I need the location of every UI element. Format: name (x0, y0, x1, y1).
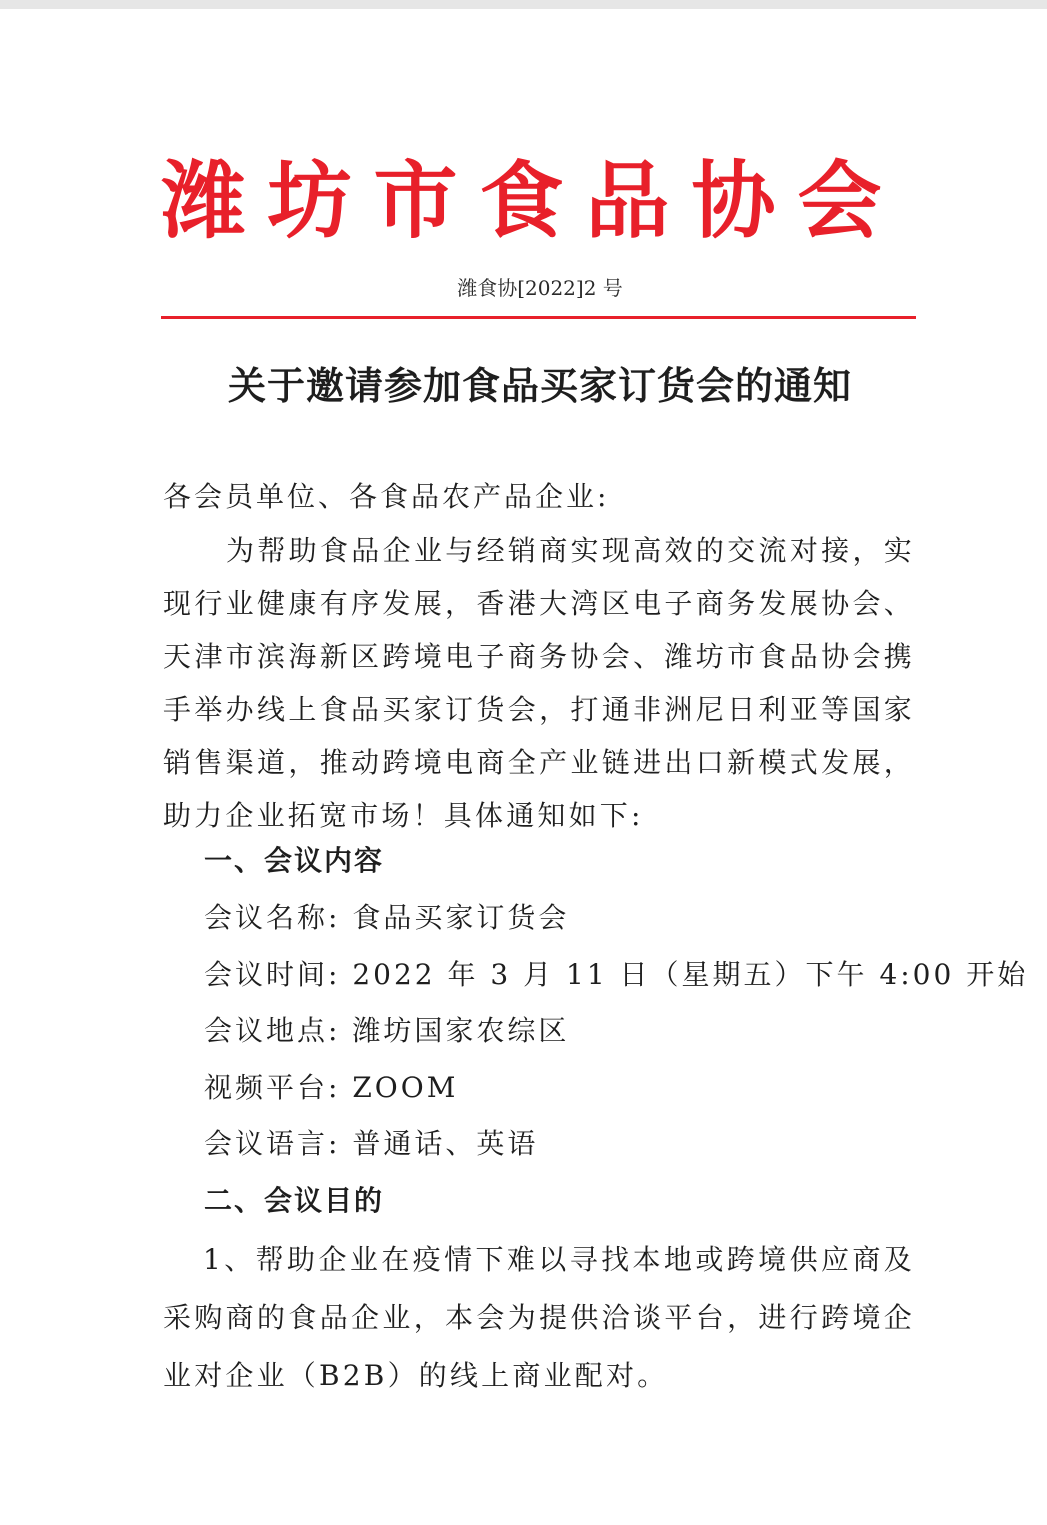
top-edge-bar (0, 0, 1047, 9)
meeting-name-item: 会议名称: 食品买家订货会 (204, 901, 570, 934)
notice-title: 关于邀请参加食品买家订货会的通知 (227, 363, 852, 408)
section-heading-meeting-content: 一、会议内容 (204, 844, 385, 877)
intro-paragraph: 为帮助食品企业与经销商实现高效的交流对接，实现行业健康有序发展，香港大湾区电子商务发展协会、天津市滨海新区跨境电子商务协会、潍坊市食品协会携手举办线上食品买家订货会，打通非洲尼日利亚等国家销售渠道，推动跨境电商全产业链进出口新模式发展，助力企业拓宽市场！具体通知如下: (163, 534, 915, 832)
section-heading-meeting-purpose: 二、会议目的 (204, 1184, 385, 1217)
meeting-location-item: 会议地点: 潍坊国家农综区 (204, 1014, 570, 1047)
organization-name-header: 潍坊市食品协会 (161, 151, 904, 250)
purpose-paragraph: 1、帮助企业在疫情下难以寻找本地或跨境供应商及采购商的食品企业，本会为提供洽谈平台，进行跨境企业对企业（B2B）的线上商业配对。 (163, 1243, 915, 1392)
meeting-time-item: 会议时间: 2022 年 3 月 11 日（星期五）下午 4:00 开始 (204, 958, 1029, 991)
red-divider-line (161, 316, 916, 319)
salutation: 各会员单位、各食品农产品企业: (163, 480, 610, 513)
document-number: 潍食协[2022]2 号 (457, 276, 623, 300)
video-platform-item: 视频平台: ZOOM (204, 1071, 459, 1104)
meeting-language-item: 会议语言: 普通话、英语 (204, 1127, 539, 1160)
